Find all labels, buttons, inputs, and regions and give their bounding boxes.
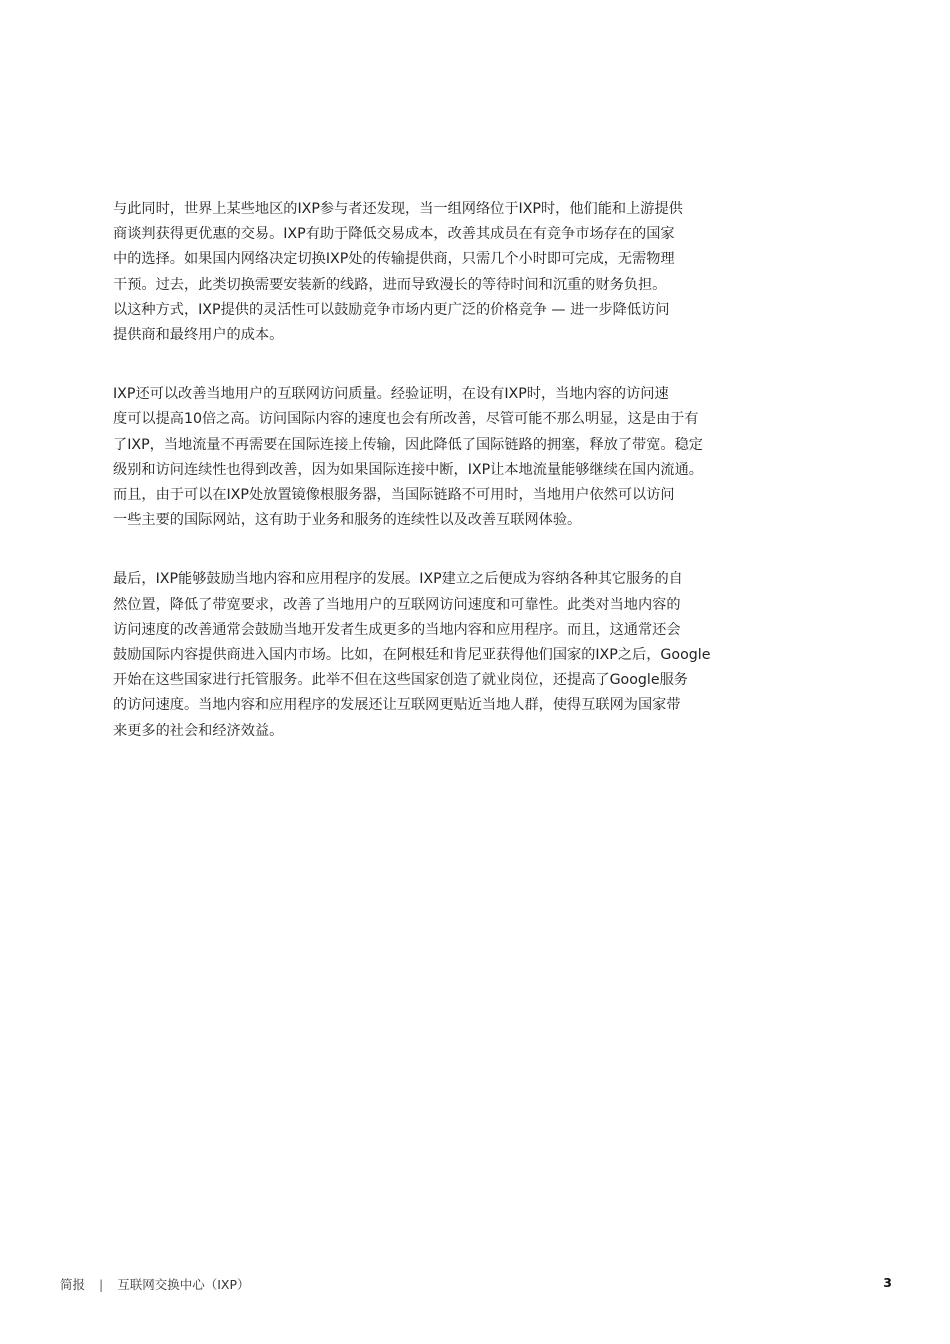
footer-doc-type: 简报 <box>60 1277 86 1292</box>
paragraph-2 <box>113 382 753 533</box>
text-line: 以这种方式，IXP提供的灵活性可以鼓励竞争市场内更广泛的价格竞争 — 进一步降低访问 <box>113 301 670 318</box>
footer-doc-title: 互联网交换中心（IXP） <box>117 1277 250 1292</box>
text-line: 中的选择。如果国内网络决定切换IXP处的传输提供商，只需几个小时即可完成，无需物理 <box>113 251 675 268</box>
page-footer <box>60 1275 892 1295</box>
text-line: 访问速度的改善通常会鼓励当地开发者生成更多的当地内容和应用程序。而且，这通常还会 <box>113 621 681 638</box>
text-line: 与此同时，世界上某些地区的IXP参与者还发现，当一组网络位于IXP时，他们能和上游提供 <box>113 201 683 217</box>
text-line: 干预。过去，此类切换需要安装新的线路，进而导致漫长的等待时间和沉重的财务负担。 <box>113 276 667 293</box>
text-line: 开始在这些国家进行托管服务。此举不但在这些国家创造了就业岗位，还提高了Google服务 <box>113 672 688 689</box>
paragraph-1 <box>113 197 753 348</box>
text-line: 最后，IXP能够鼓励当地内容和应用程序的发展。IXP建立之后便成为容纳各种其它服务的自 <box>113 571 683 588</box>
paragraph-3 <box>113 567 753 743</box>
footer-doc-info <box>60 1275 250 1293</box>
text-line: 来更多的社会和经济效益。 <box>113 722 284 739</box>
text-line: 提供商和最终用户的成本。 <box>113 327 284 344</box>
text-line: 度可以提高10倍之高。访问国际内容的速度也会有所改善，尽管可能不那么明显，这是由于有 <box>113 411 699 428</box>
document-body <box>113 197 753 778</box>
text-line: 的访问速度。当地内容和应用程序的发展还让互联网更贴近当地人群，使得互联网为国家带 <box>113 697 681 714</box>
text-line: 而且，由于可以在IXP处放置镜像根服务器，当国际链路不可用时，当地用户依然可以访问 <box>113 487 675 504</box>
text-line: 商谈判获得更优惠的交易。IXP有助于降低交易成本，改善其成员在有竞争市场存在的国家 <box>113 226 675 243</box>
text-line: IXP还可以改善当地用户的互联网访问质量。经验证明，在设有IXP时，当地内容的访问速 <box>113 386 669 403</box>
text-line: 然位置，降低了带宽要求，改善了当地用户的互联网访问速度和可靠性。此类对当地内容的 <box>113 596 681 613</box>
footer-separator: | <box>99 1277 104 1292</box>
text-line: 一些主要的国际网站，这有助于业务和服务的连续性以及改善互联网体验。 <box>113 512 582 529</box>
text-line: 级别和访问连续性也得到改善，因为如果国际连接中断，IXP让本地流量能够继续在国内流通。 <box>113 461 703 478</box>
text-line: 了IXP，当地流量不再需要在国际连接上传输，因此降低了国际链路的拥塞，释放了带宽。稳定 <box>113 436 703 453</box>
text-line: 鼓励国际内容提供商进入国内市场。比如，在阿根廷和肯尼亚获得他们国家的IXP之后，Google <box>113 647 711 664</box>
page-number: 3 <box>883 1275 892 1290</box>
